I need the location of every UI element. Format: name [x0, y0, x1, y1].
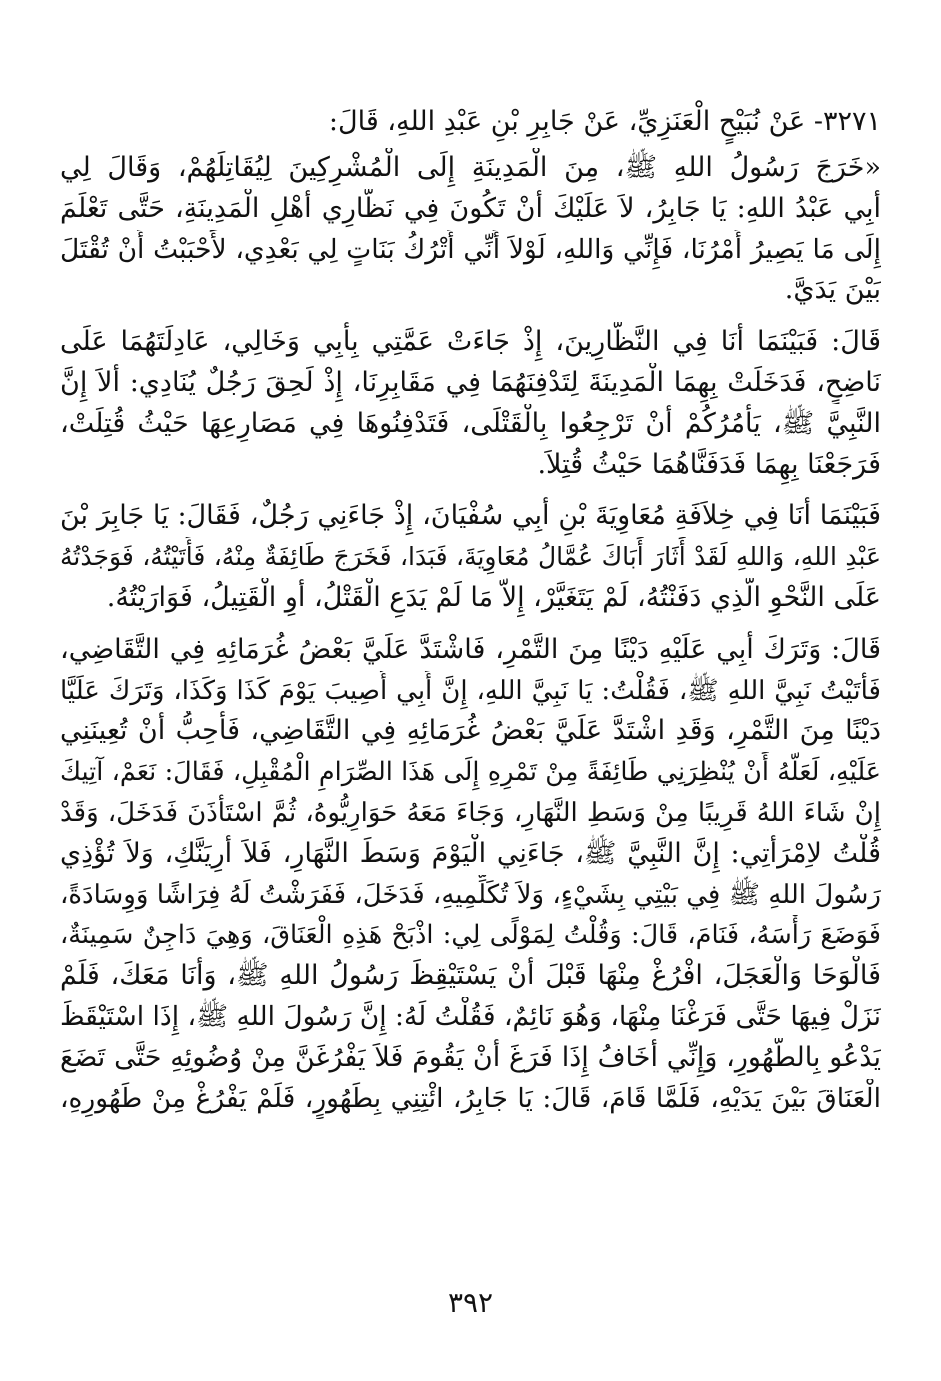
text-line: إِلَى مَا يَصِيرُ أَمْرُنَا، فَإِنِّي وَاللهِ، لَوْلاَ أَنِّي أَتْرُكُ بَنَاتٍ لِي بَعْدِي، لأَحْبَبْتُ أَنْ تُقْتَلَ [60, 233, 881, 265]
text-line: قُلْتُ لاِمْرَأَتِي: إِنَّ النَّبِيَّ ﷺ، جَاءَنِي الْيَوْمَ وَسَطَ النَّهَارِ، فَلاَ أُرِيَنَّكِ، وَلاَ تُؤْذِي [60, 837, 881, 869]
hadith-heading: ٣٢٧١- عَنْ نُبَيْحٍ الْعَنَزِيِّ، عَنْ جَابِرِ بْنِ عَبْدِ اللهِ، قَالَ: [328, 106, 881, 137]
text-line: قَالَ: فَبَيْنَمَا أَنَا فِي النَّظَّارِينَ، إِذْ جَاءَتْ عَمَّتِي بِأَبِي وَخَالِي، عَادِلَتَهُمَا عَلَى [60, 326, 881, 358]
text-line: فَرَجَعْنَا بِهِمَا فَدَفَنَّاهُمَا حَيْثُ قُتِلاَ. [537, 448, 881, 480]
paragraph [60, 630, 881, 1120]
text-line: فَبَيْنَمَا أَنَا فِي خِلاَفَةِ مُعَاوِيَةَ بْنِ أَبِي سُفْيَانَ، إِذْ جَاءَنِي رَجُلٌ، فَقَالَ: يَا جَابِرَ بْنَ [60, 500, 881, 532]
text-line: عَلَيْهِ، لَعَلَّهُ أَنْ يُنْظِرَنِي طَائِفَةً مِنْ تَمْرِهِ إِلَى هَذَا الصِّرَامِ الْمُقْبِلِ، فَقَالَ: نَعَمْ، آتِيكَ [60, 757, 881, 788]
text-line: يَدْعُو بِالطَّهُورِ، وَإِنِّي أَخَافُ إِذَا فَرَغَ أَنْ يَقُومَ فَلاَ يَفْرُغَنَّ مِنْ وُضُوئِهِ حَتَّى تَضَعَ [60, 1041, 881, 1073]
text-line: «خَرَجَ رَسُولُ اللهِ ﷺ، مِنَ الْمَدِينَةِ إِلَى الْمُشْرِكِينَ لِيُقَاتِلَهُمْ، وَقَالَ لِي [60, 152, 881, 183]
paragraph [60, 322, 881, 485]
text-line: رَسُولَ اللهِ ﷺ فِي بَيْتِي بِشَيْءٍ، وَلاَ تُكَلِّمِيهِ، فَدَخَلَ، فَفَرَشْتُ لَهُ فِرَاشًا وَوِسَادَةً، [60, 879, 881, 910]
text-line: قَالَ: وَتَرَكَ أَبِي عَلَيْهِ دَيْنًا مِنَ التَّمْرِ، فَاشْتَدَّ عَلَيَّ بَعْضُ غُرَمَائِهِ فِي التَّقَاضِي، [60, 633, 881, 665]
text-line: فَأَتَيْتُ نَبِيَّ اللهِ ﷺ، فَقُلْتُ: يَا نَبِيَّ اللهِ، إِنَّ أَبِي أُصِيبَ يَوْمَ كَذَا وَكَذَا، وَتَرَكَ عَلَيَّا [60, 675, 881, 706]
text-line: دَيْنًا مِنَ التَّمْرِ، وَقَدِ اشْتَدَّ عَلَيَّ بَعْضُ غُرَمَائِهِ فِي التَّقَاضِي، فَأُحِبُّ أَنْ تُعِينَنِي [60, 715, 881, 747]
text-line: فَالْوَحَا وَالْعَجَلَ، افْرُغْ مِنْهَا قَبْلَ أَنْ يَسْتَيْقِظَ رَسُولُ اللهِ ﷺ، وَأَنَا مَعَكَ، فَلَمْ [60, 960, 881, 992]
text-line: أَبِي عَبْدُ اللهِ: يَا جَابِرُ، لاَ عَلَيْكَ أَنْ تَكُونَ فِي نَظَّارِي أَهْلِ الْمَدِينَةِ، حَتَّى تَعْلَمَ [60, 192, 881, 224]
text-line: عَبْدِ اللهِ، وَاللهِ لَقَدْ أَثَارَ أَبَاكَ عُمَّالُ مُعَاوِيَةَ، فَبَدَا، فَخَرَجَ طَائِفَةٌ مِنْهُ، فَأَتَيْتُهُ، فَوَجَدْتُهُ [60, 542, 881, 572]
paragraph [60, 496, 881, 618]
text-line: نَزَلْ فِيهَا حَتَّى فَرَغْنَا مِنْهَا، وَهُوَ نَائِمٌ، فَقُلْتُ لَهُ: إِنَّ رَسُولَ اللهِ ﷺ، إِذَا اسْتَيْقَظَ [60, 1000, 881, 1032]
text-line: النَّبِيَّ ﷺ، يَأْمُرُكُمْ أَنْ تَرْجِعُوا بِالْقَتْلَى، فَتَدْفِنُوهَا فِي مَصَارِعِهَا حَيْثُ قُتِلَتْ، [60, 407, 881, 439]
hadith-text [60, 96, 881, 1119]
paragraph [60, 148, 881, 311]
page-number: ٣٩٢ [447, 1286, 494, 1319]
text-line: عَلَى النَّحْوِ الَّذِي دَفَنْتُهُ، لَمْ يَتَغَيَّرْ، إِلاَّ مَا لَمْ يَدَعِ الْقَتْلُ، أَوِ الْقَتِيلُ، فَوَارَيْتُهُ. [106, 581, 881, 613]
text-line: فَوَضَعَ رَأْسَهُ، فَنَامَ، قَالَ: وَقُلْتُ لِمَوْلًى لِي: اذْبَحْ هَذِهِ الْعَنَاقَ، وَهِيَ دَاجِنٌ سَمِينَةٌ، [60, 920, 881, 951]
text-line: الْعَنَاقَ بَيْنَ يَدَيْهِ، فَلَمَّا قَامَ، قَالَ: يَا جَابِرُ، ائْتِنِي بِطَهُورٍ، فَلَمْ يَفْرُغْ مِنْ طَهُورِهِ، [60, 1082, 881, 1114]
text-line: إِنْ شَاءَ اللهُ قَرِيبًا مِنْ وَسَطِ النَّهَارِ، وَجَاءَ مَعَهُ حَوَارِيُّوهُ، ثُمَّ اسْتَأْذَنَ فَدَخَلَ، وَقَدْ [60, 797, 881, 828]
text-line: بَيْنَ يَدَيَّ. [784, 274, 881, 306]
text-line: نَاضِحٍ، فَدَخَلَتْ بِهِمَا الْمَدِينَةَ لِتَدْفِنَهُمَا فِي مَقَابِرِنَا، إِذْ لَحِقَ رَجُلٌ يُنَادِي: أَلاَ إِنَّ [60, 366, 881, 398]
